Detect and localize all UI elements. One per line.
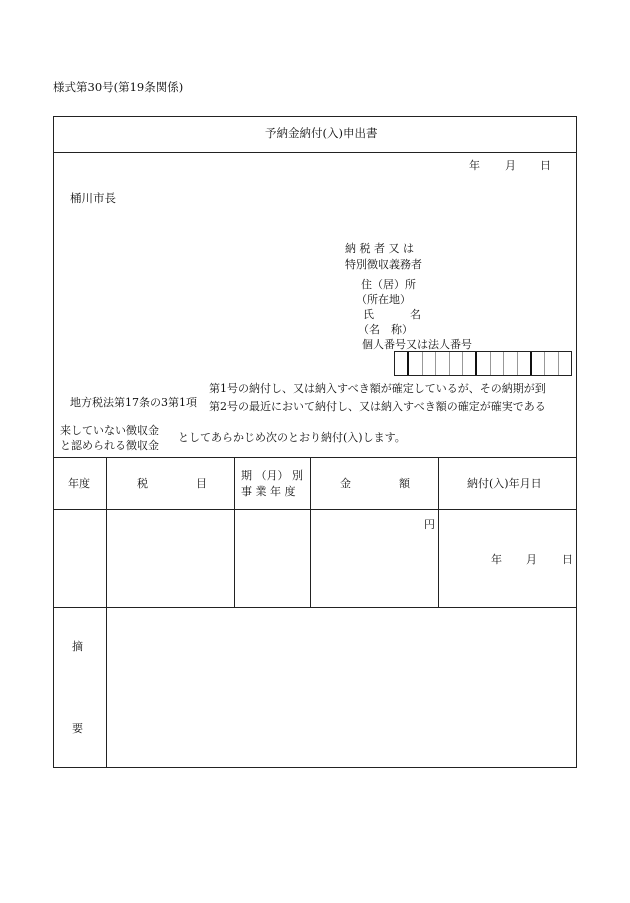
- address-label: 住（居）所: [361, 278, 416, 291]
- id-digit-box[interactable]: [450, 352, 463, 375]
- col-header-amount-2: 額: [399, 477, 410, 490]
- address-sub-label: （所在地）: [356, 293, 411, 306]
- id-digit-box[interactable]: [409, 352, 422, 375]
- divider: [53, 509, 577, 510]
- id-number-boxes[interactable]: [394, 351, 572, 376]
- remarks-label-2: 要: [72, 722, 83, 735]
- payment-intent: としてあらかじめ次のとおり納付(入)します。: [178, 431, 406, 444]
- pay-month-label[interactable]: 月: [526, 553, 537, 566]
- divider: [438, 457, 439, 607]
- payer-label-2: 特別徴収義務者: [345, 258, 422, 271]
- clause-2[interactable]: 第2号の最近において納付し、又は納入すべき額の確定が確実である: [209, 400, 546, 413]
- col-header-tax-2: 目: [196, 477, 207, 490]
- payer-label-1: 納 税 者 又 は: [345, 242, 414, 255]
- name-label-1: 氏: [363, 308, 374, 321]
- col-header-amount-1: 金: [340, 477, 351, 490]
- tax-type-1[interactable]: 来していない徴収金: [60, 424, 159, 437]
- remarks-field[interactable]: [108, 610, 574, 765]
- pay-day-label[interactable]: 日: [562, 553, 573, 566]
- divider: [106, 457, 107, 768]
- name-sub-label: （名 称）: [358, 323, 413, 336]
- law-reference: 地方税法第17条の3第1項: [70, 396, 197, 409]
- col-header-period-1: 期 （月） 別: [241, 469, 303, 482]
- col-header-period-2: 事 業 年 度: [241, 485, 296, 498]
- id-digit-box[interactable]: [545, 352, 558, 375]
- form-number: 様式第30号(第19条関係): [53, 80, 184, 94]
- divider: [310, 457, 311, 607]
- id-digit-box[interactable]: [477, 352, 490, 375]
- tax-type-2[interactable]: と認められる徴収金: [60, 439, 159, 452]
- tax-item-cell[interactable]: [108, 512, 232, 604]
- date-month-label[interactable]: 月: [505, 159, 516, 172]
- addressee: 桶川市長: [70, 191, 116, 205]
- date-day-label[interactable]: 日: [540, 159, 551, 172]
- id-digit-box[interactable]: [463, 352, 477, 375]
- col-header-paydate: 納付(入)年月日: [467, 477, 542, 490]
- id-digit-box[interactable]: [504, 352, 517, 375]
- divider: [53, 152, 577, 153]
- date-year-label[interactable]: 年: [469, 159, 480, 172]
- form-title: 予納金納付(入)申出書: [265, 126, 378, 140]
- id-digit-box[interactable]: [395, 352, 409, 375]
- divider: [53, 607, 577, 608]
- remarks-label-1: 摘: [72, 640, 83, 653]
- id-digit-box[interactable]: [436, 352, 449, 375]
- pay-year-label[interactable]: 年: [491, 553, 502, 566]
- id-digit-box[interactable]: [532, 352, 545, 375]
- id-digit-box[interactable]: [559, 352, 571, 375]
- id-digit-box[interactable]: [491, 352, 504, 375]
- id-digit-box[interactable]: [423, 352, 436, 375]
- clause-1[interactable]: 第1号の納付し、又は納入すべき額が確定しているが、その納期が到: [209, 382, 546, 395]
- col-header-year: 年度: [68, 477, 90, 490]
- name-label-2: 名: [410, 308, 421, 321]
- divider: [53, 457, 577, 458]
- id-digit-box[interactable]: [518, 352, 532, 375]
- divider: [234, 457, 235, 607]
- period-cell[interactable]: [236, 512, 308, 604]
- year-cell[interactable]: [55, 512, 104, 604]
- col-header-tax-1: 税: [137, 477, 148, 490]
- id-number-label: 個人番号又は法人番号: [362, 338, 472, 351]
- yen-unit: 円: [424, 518, 435, 531]
